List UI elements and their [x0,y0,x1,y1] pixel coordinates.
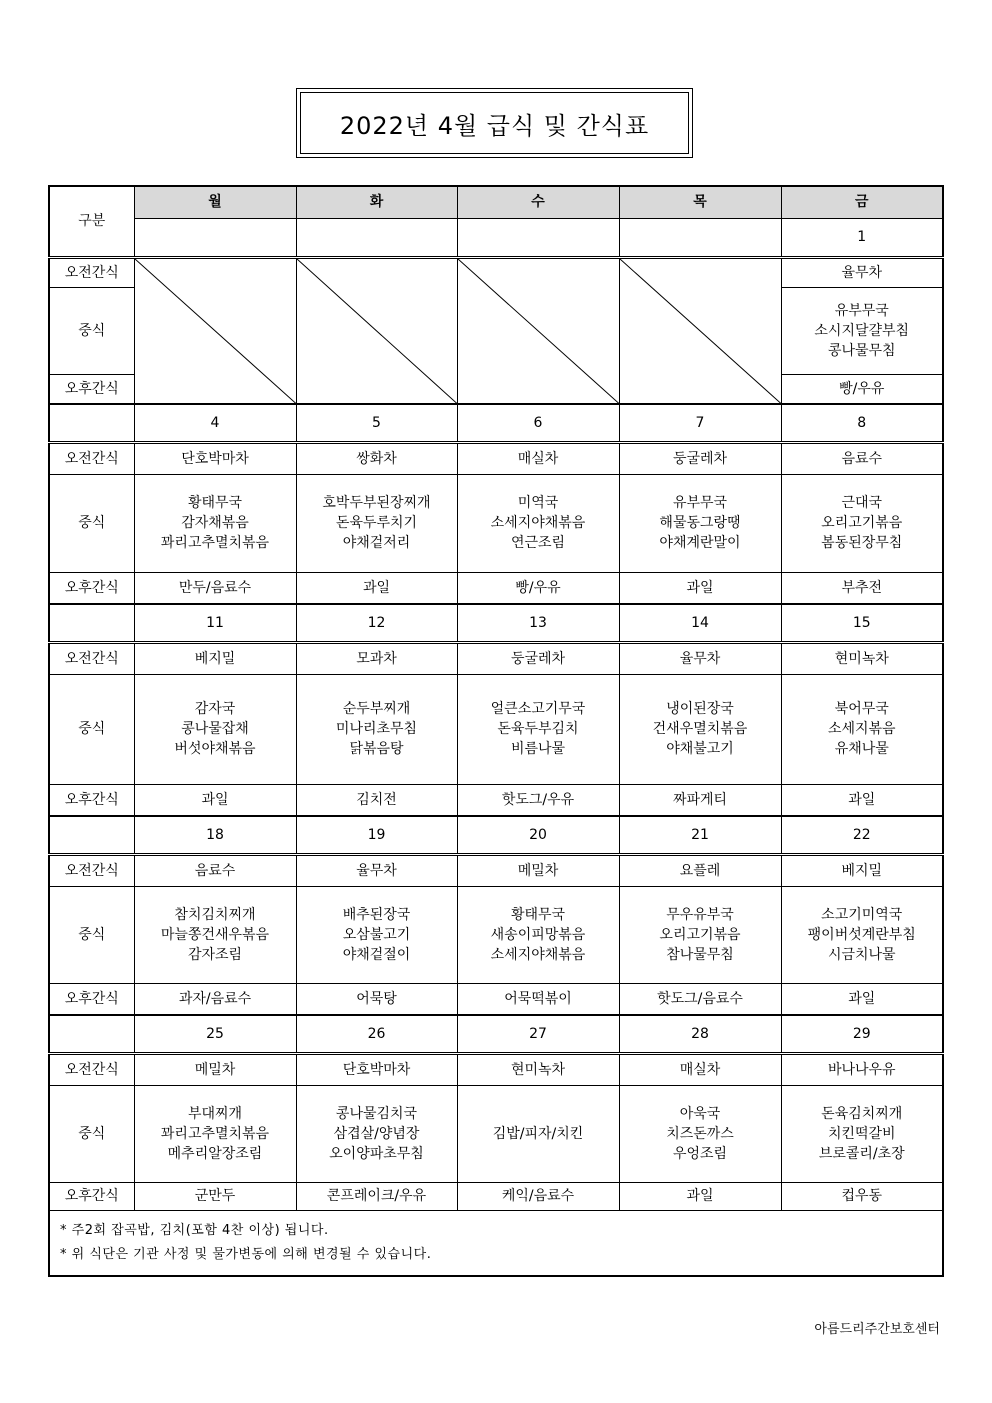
lunch-menu [134,1085,296,1182]
afternoon-snack: 어묵떡볶이 [457,983,619,1015]
lunch-item: 참치김치찌개 [174,906,256,923]
date-cell: 29 [781,1015,943,1053]
morning-snack: 요플레 [619,854,781,886]
lunch-item: 우엉조림 [672,1145,728,1162]
empty-slot [619,257,781,404]
afternoon-snack: 어묵탕 [296,983,457,1015]
lunch-item: 무우유부국 [666,906,734,923]
row-label-morning: 오전간식 [49,854,134,886]
lunch-item: 건새우멸치볶음 [652,721,748,737]
morning-snack: 율무차 [296,854,457,886]
lunch-item: 봄동된장무침 [821,535,903,551]
lunch-menu [296,1085,457,1182]
row-label-morning: 오전간식 [49,642,134,674]
lunch-item: 미역국 [517,495,559,511]
lunch-item: 감자조림 [187,946,243,963]
afternoon-snack: 부추전 [781,572,943,604]
date-cell: 6 [457,404,619,442]
row-label-morning: 오전간식 [49,257,134,287]
lunch-item: 감자국 [194,701,236,717]
lunch-item: 소세지볶음 [827,721,896,737]
lunch-menu [457,674,619,784]
row-label-lunch: 중식 [49,886,134,983]
lunch-item: 마늘쫑건새우볶음 [160,926,270,943]
afternoon-snack: 과일 [134,784,296,816]
date-cell [457,218,619,257]
morning-snack: 현미녹차 [457,1053,619,1085]
lunch-item: 오이양파초무침 [329,1145,424,1162]
afternoon-snack: 과일 [619,1182,781,1210]
date-cell: 20 [457,816,619,854]
morning-snack: 쌍화차 [296,442,457,474]
lunch-item: 연근조림 [510,535,566,551]
lunch-item: 돈육두루치기 [335,515,418,531]
note-line: * 위 식단은 기관 사정 및 물가변동에 의해 변경될 수 있습니다. [60,1246,432,1262]
row-label-afternoon: 오후간식 [49,784,134,816]
day-header: 수 [457,186,619,218]
afternoon-snack: 과일 [781,784,943,816]
lunch-item: 유부무국 [834,302,889,319]
date-cell: 27 [457,1015,619,1053]
lunch-menu [296,886,457,983]
date-cell: 5 [296,404,457,442]
lunch-menu [296,474,457,572]
row-label-lunch: 중식 [49,1085,134,1182]
lunch-menu [781,287,943,374]
morning-snack: 바나나우유 [781,1053,943,1085]
afternoon-snack: 만두/음료수 [134,572,296,604]
empty-slot [134,257,296,404]
lunch-item: 황태무국 [187,495,243,511]
date-cell [134,218,296,257]
lunch-item: 북어무국 [834,701,889,717]
date-cell: 22 [781,816,943,854]
lunch-item: 부대찌개 [187,1105,243,1122]
date-cell: 18 [134,816,296,854]
lunch-item: 닭볶음탕 [349,741,404,757]
morning-snack: 모과차 [296,642,457,674]
diagonal-slash-icon [458,259,619,404]
lunch-item: 팽이버섯계란부침 [807,926,916,943]
lunch-item: 아욱국 [679,1105,721,1122]
lunch-menu [619,674,781,784]
date-cell [296,218,457,257]
lunch-item: 유채나물 [834,741,889,757]
row-label-lunch: 중식 [49,474,134,572]
lunch-item: 치킨떡갈비 [827,1125,896,1142]
morning-snack: 음료수 [134,854,296,886]
lunch-item: 콩나물잡채 [181,721,249,737]
date-cell: 26 [296,1015,457,1053]
day-header: 금 [781,186,943,218]
lunch-item: 소고기미역국 [821,906,903,923]
row-label-lunch: 중식 [49,287,134,374]
header-label: 구분 [49,186,134,257]
lunch-item: 소시지달걀부침 [814,322,910,339]
lunch-item: 야채불고기 [666,741,734,757]
morning-snack: 베지밀 [781,854,943,886]
date-label-cell [49,816,134,854]
lunch-menu [781,1085,943,1182]
afternoon-snack: 과일 [619,572,781,604]
date-cell: 12 [296,604,457,642]
lunch-item: 김밥/피자/치킨 [492,1125,584,1142]
lunch-item: 꽈리고추멸치볶음 [160,535,270,551]
notes [49,1210,943,1276]
lunch-menu [457,474,619,572]
morning-snack: 단호박마차 [296,1053,457,1085]
morning-snack: 현미녹차 [781,642,943,674]
lunch-menu [296,674,457,784]
morning-snack: 음료수 [781,442,943,474]
afternoon-snack: 과일 [296,572,457,604]
lunch-menu [619,474,781,572]
lunch-item: 야채계란말이 [659,535,741,551]
diagonal-slash-icon [135,259,296,404]
afternoon-snack: 컵우동 [781,1182,943,1210]
date-cell: 25 [134,1015,296,1053]
lunch-item: 시금치나물 [827,946,896,963]
lunch-item: 얼큰소고기무국 [490,701,586,717]
morning-snack: 둥굴레차 [457,642,619,674]
afternoon-snack: 김치전 [296,784,457,816]
page-title: 2022년 4월 급식 및 간식표 [300,92,689,154]
afternoon-snack: 빵/우유 [781,374,943,404]
morning-snack: 베지밀 [134,642,296,674]
lunch-item: 황태무국 [510,906,566,923]
lunch-item: 감자채볶음 [181,515,249,531]
lunch-item: 오삼불고기 [342,926,411,943]
lunch-menu [781,674,943,784]
date-label-cell [49,404,134,442]
afternoon-snack: 콘프레이크/우유 [296,1182,457,1210]
lunch-menu [619,1085,781,1182]
afternoon-snack: 케익/음료수 [457,1182,619,1210]
date-label-cell [49,604,134,642]
afternoon-snack: 군만두 [134,1182,296,1210]
empty-slot [296,257,457,404]
row-label-lunch: 중식 [49,674,134,784]
lunch-menu [781,886,943,983]
morning-snack: 매실차 [457,442,619,474]
lunch-item: 소세지야채볶음 [490,946,586,963]
afternoon-snack: 과자/음료수 [134,983,296,1015]
lunch-item: 삼겹살/양념장 [333,1125,420,1142]
date-cell [619,218,781,257]
empty-slot [457,257,619,404]
lunch-item: 꽈리고추멸치볶음 [160,1125,270,1142]
lunch-item: 새송이피망볶음 [490,926,586,943]
diagonal-slash-icon [620,259,781,404]
morning-snack: 둥굴레차 [619,442,781,474]
afternoon-snack: 빵/우유 [457,572,619,604]
lunch-item: 호박두부된장찌개 [322,495,431,511]
lunch-item: 해물동그랑땡 [659,515,741,531]
lunch-item: 순두부찌개 [342,701,411,717]
date-cell: 28 [619,1015,781,1053]
lunch-item: 버섯야채볶음 [174,741,256,757]
date-label-cell [49,1015,134,1053]
day-header: 화 [296,186,457,218]
morning-snack: 율무차 [619,642,781,674]
lunch-item: 비름나물 [510,741,566,757]
date-cell: 8 [781,404,943,442]
menu-table [48,185,944,1277]
lunch-menu [457,1085,619,1182]
date-cell: 13 [457,604,619,642]
lunch-menu [781,474,943,572]
row-label-morning: 오전간식 [49,1053,134,1085]
lunch-item: 콩나물무침 [827,342,896,359]
lunch-item: 야채겉저리 [342,535,411,551]
row-label-afternoon: 오후간식 [49,572,134,604]
lunch-item: 치즈돈까스 [666,1125,734,1142]
morning-snack: 율무차 [781,257,943,287]
lunch-item: 메추리알장조림 [167,1145,263,1162]
afternoon-snack: 과일 [781,983,943,1015]
row-label-morning: 오전간식 [49,442,134,474]
lunch-item: 배추된장국 [342,906,411,923]
center-name: 아름드리주간보호센터 [814,1322,940,1337]
row-label-afternoon: 오후간식 [49,374,134,404]
lunch-item: 유부무국 [672,495,728,511]
lunch-item: 근대국 [841,495,883,511]
date-cell: 15 [781,604,943,642]
lunch-menu [134,474,296,572]
row-label-afternoon: 오후간식 [49,983,134,1015]
date-cell: 14 [619,604,781,642]
afternoon-snack: 핫도그/우유 [457,784,619,816]
lunch-item: 야채겉절이 [342,946,411,963]
lunch-menu [457,886,619,983]
day-header: 목 [619,186,781,218]
date-cell: 21 [619,816,781,854]
title-box [296,88,693,158]
lunch-item: 냉이된장국 [666,701,734,717]
date-cell: 11 [134,604,296,642]
lunch-item: 소세지야채볶음 [490,515,586,531]
lunch-item: 돈육김치찌개 [821,1105,903,1122]
afternoon-snack: 핫도그/음료수 [619,983,781,1015]
morning-snack: 단호박마차 [134,442,296,474]
morning-snack: 메밀차 [134,1053,296,1085]
note-line: * 주2회 잡곡밥, 김치(포함 4찬 이상) 됩니다. [60,1222,329,1238]
afternoon-snack: 짜파게티 [619,784,781,816]
lunch-item: 돈육두부김치 [497,721,579,737]
lunch-item: 오리고기볶음 [821,515,903,531]
morning-snack: 매실차 [619,1053,781,1085]
date-cell: 4 [134,404,296,442]
lunch-item: 오리고기볶음 [659,926,741,943]
row-label-afternoon: 오후간식 [49,1182,134,1210]
lunch-item: 콩나물김치국 [335,1105,418,1122]
date-cell: 19 [296,816,457,854]
lunch-item: 브로콜리/초장 [818,1145,905,1162]
lunch-menu [134,674,296,784]
date-cell: 7 [619,404,781,442]
lunch-item: 미나리초무침 [335,721,418,737]
lunch-menu [619,886,781,983]
lunch-menu [134,886,296,983]
day-header: 월 [134,186,296,218]
diagonal-slash-icon [297,259,457,404]
morning-snack: 메밀차 [457,854,619,886]
date-cell: 1 [781,218,943,257]
lunch-item: 참나물무침 [666,946,734,963]
